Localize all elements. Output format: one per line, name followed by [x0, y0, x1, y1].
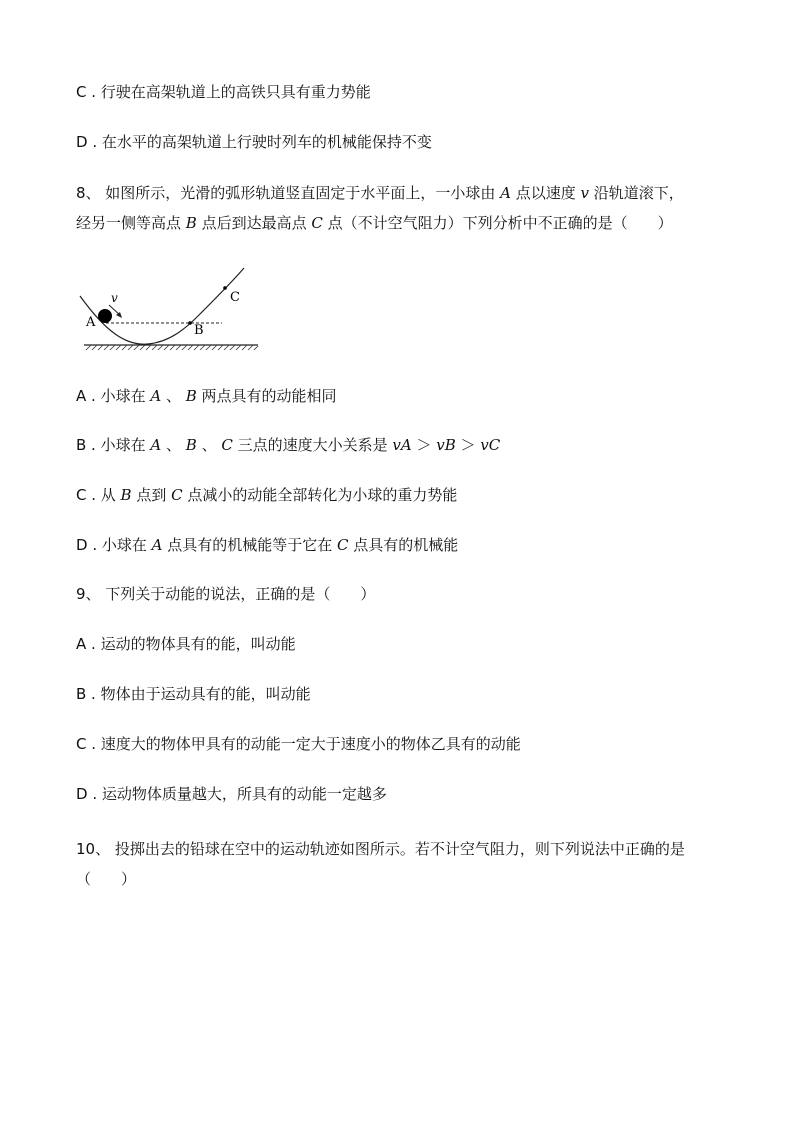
option-text: A . 小球在: [76, 387, 151, 405]
option-symbol: C: [337, 536, 349, 554]
option-symbol: vB: [436, 436, 456, 454]
q8-stem-text: 沿轨道滚下，: [588, 184, 684, 202]
option-text: B . 小球在: [76, 436, 151, 454]
label-c: C: [230, 290, 240, 305]
option-text: ＞: [455, 436, 481, 454]
q8-option-a: [76, 386, 337, 406]
option-text: ＞: [411, 436, 437, 454]
label-b: B: [194, 323, 204, 338]
q8-stem-text: 点后到达最高点: [196, 214, 312, 232]
q8-option-b: [76, 435, 500, 455]
q8-option-d: [76, 535, 458, 555]
option-text: 三点的速度大小关系是: [232, 436, 393, 454]
q10-stem: 10、 投掷出去的铅球在空中的运动轨迹如图所示。若不计空气阻力，则下列说法中正确的是（ ）: [76, 840, 685, 888]
option-symbol: B: [185, 436, 197, 454]
option-text: 点减小的动能全部转化为小球的重力势能: [182, 486, 458, 504]
q9-option-b: B . 物体由于运动具有的能，叫动能: [76, 685, 311, 703]
option-symbol: B: [185, 387, 197, 405]
point-c-dot: [223, 286, 227, 290]
option-symbol: vA: [392, 436, 412, 454]
option-text: D . 小球在: [76, 536, 152, 554]
ball: [98, 309, 112, 323]
option-text: C . 从: [76, 486, 121, 504]
label-a: A: [86, 315, 96, 330]
label-v: v: [111, 291, 118, 305]
q8-stem-point-c: C: [311, 214, 323, 232]
point-b-dot: [188, 321, 192, 325]
q8-stem-velocity: v: [580, 184, 589, 202]
q9-stem: 9、 下列关于动能的说法，正确的是（ ）: [76, 585, 376, 603]
q8-stem-point-a: A: [500, 184, 511, 202]
q8-stem-text: 点（不计空气阻力）下列分析中不正确的是（ ）: [322, 214, 673, 232]
q8-stem-text: 点以速度: [510, 184, 581, 202]
q9-option-d: D . 运动物体质量越大，所具有的动能一定越多: [76, 785, 387, 803]
ground-hatching: [86, 345, 258, 350]
option-symbol: A: [151, 536, 163, 554]
q8-stem-text: 8、 如图所示，光滑的弧形轨道竖直固定于水平面上，一小球由: [76, 184, 501, 202]
q8-track-figure: [76, 262, 266, 358]
option-symbol: B: [120, 486, 132, 504]
q7-option-c: C . 行驶在高架轨道上的高铁只具有重力势能: [76, 83, 371, 101]
curved-track: [80, 268, 244, 344]
option-text: 、: [161, 436, 186, 454]
option-text: 、: [161, 387, 186, 405]
q8-track-diagram: [76, 262, 266, 358]
option-text: 点具有的机械能等于它在: [162, 536, 338, 554]
option-text: 点到: [131, 486, 172, 504]
option-symbol: C: [171, 486, 183, 504]
q9-option-c: C . 速度大的物体甲具有的动能一定大于速度小的物体乙具有的动能: [76, 735, 521, 753]
q8-stem-line-1: [76, 183, 684, 203]
option-symbol: vC: [480, 436, 501, 454]
q9-option-a: A . 运动的物体具有的能，叫动能: [76, 635, 296, 653]
q8-stem-line-2: [76, 213, 673, 233]
q8-stem-point-b: B: [185, 214, 197, 232]
q7-option-d: D . 在水平的高架轨道上行驶时列车的机械能保持不变: [76, 133, 432, 151]
option-text: 点具有的机械能: [348, 536, 459, 554]
option-symbol: A: [150, 436, 162, 454]
q8-stem-text: 经另一侧等高点: [76, 214, 186, 232]
option-symbol: A: [150, 387, 162, 405]
option-text: 、: [196, 436, 222, 454]
option-text: 两点具有的动能相同: [196, 387, 337, 405]
q8-option-c: [76, 485, 457, 505]
option-symbol: C: [221, 436, 233, 454]
